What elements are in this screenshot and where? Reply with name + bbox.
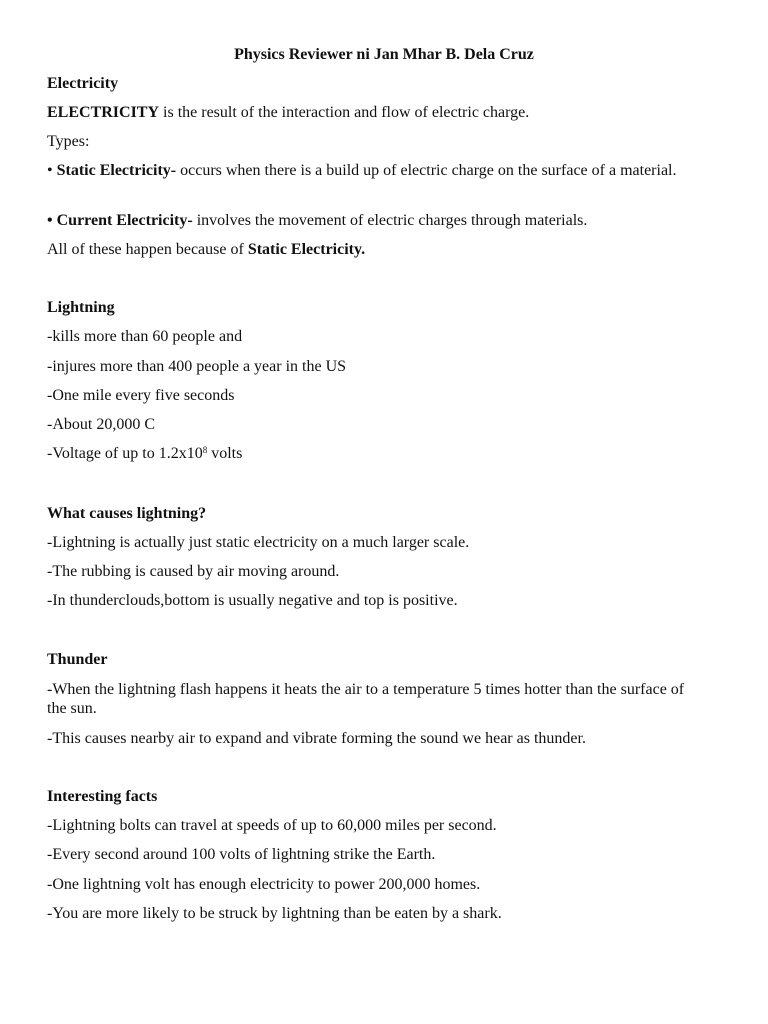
- bullet: •: [47, 212, 57, 229]
- fact-item: -Lightning bolts can travel at speeds of up to 60,000 miles per second.: [47, 817, 497, 834]
- fact-item: -Every second around 100 volts of lightning strike the Earth.: [47, 846, 436, 863]
- electricity-definition: [47, 103, 707, 122]
- static-electricity-term: Static Electricity-: [56, 162, 177, 179]
- section-heading-causes: What causes lightning?: [47, 505, 207, 522]
- section-heading-facts: Interesting facts: [47, 788, 158, 805]
- section-heading-thunder: Thunder: [47, 651, 108, 668]
- summary-term: Static Electricity.: [247, 241, 366, 258]
- thunder-item: -When the lightning flash happens it heats the air to a temperature 5 times hotter than the surface of the sun.: [47, 681, 685, 717]
- lightning-item: -About 20,000 C: [47, 416, 155, 433]
- document-title: Physics Reviewer ni Jan Mhar B. Dela Cruz: [234, 46, 534, 63]
- lightning-item: -kills more than 60 people and: [47, 328, 243, 345]
- current-electricity-text: involves the movement of electric charges through materials.: [192, 212, 588, 229]
- section-heading-electricity: Electricity: [47, 75, 119, 92]
- fact-item: -One lightning volt has enough electricity to power 200,000 homes.: [47, 876, 481, 893]
- lightning-item: -One mile every five seconds: [47, 387, 235, 404]
- summary-text: All of these happen because of: [47, 241, 248, 258]
- electricity-term: ELECTRICITY: [47, 104, 160, 121]
- causes-item: -In thunderclouds,bottom is usually negative and top is positive.: [47, 592, 458, 609]
- causes-item: -The rubbing is caused by air moving around.: [47, 563, 340, 580]
- lightning-item: -injures more than 400 people a year in the US: [47, 358, 347, 375]
- thunder-item: -This causes nearby air to expand and vibrate forming the sound we hear as thunder.: [47, 730, 586, 747]
- causes-item: -Lightning is actually just static electricity on a much larger scale.: [47, 534, 470, 551]
- electricity-definition-text: is the result of the interaction and flow of electric charge.: [159, 104, 530, 121]
- lightning-voltage-item: [47, 444, 707, 463]
- static-electricity-summary: [47, 240, 707, 259]
- fact-item: -You are more likely to be struck by lightning than be eaten by a shark.: [47, 905, 502, 922]
- static-electricity-item: [47, 161, 695, 180]
- current-electricity-item: [47, 211, 707, 230]
- voltage-text: -Voltage of up to 1.2x10: [47, 445, 203, 462]
- voltage-exponent: 8: [202, 445, 208, 455]
- static-electricity-text: occurs when there is a build up of electric charge on the surface of a material.: [176, 162, 677, 179]
- section-heading-lightning: Lightning: [47, 299, 115, 316]
- voltage-unit: volts: [207, 445, 243, 462]
- bullet: •: [47, 162, 57, 179]
- current-electricity-term: Current Electricity-: [56, 212, 193, 229]
- types-label: Types:: [47, 133, 90, 150]
